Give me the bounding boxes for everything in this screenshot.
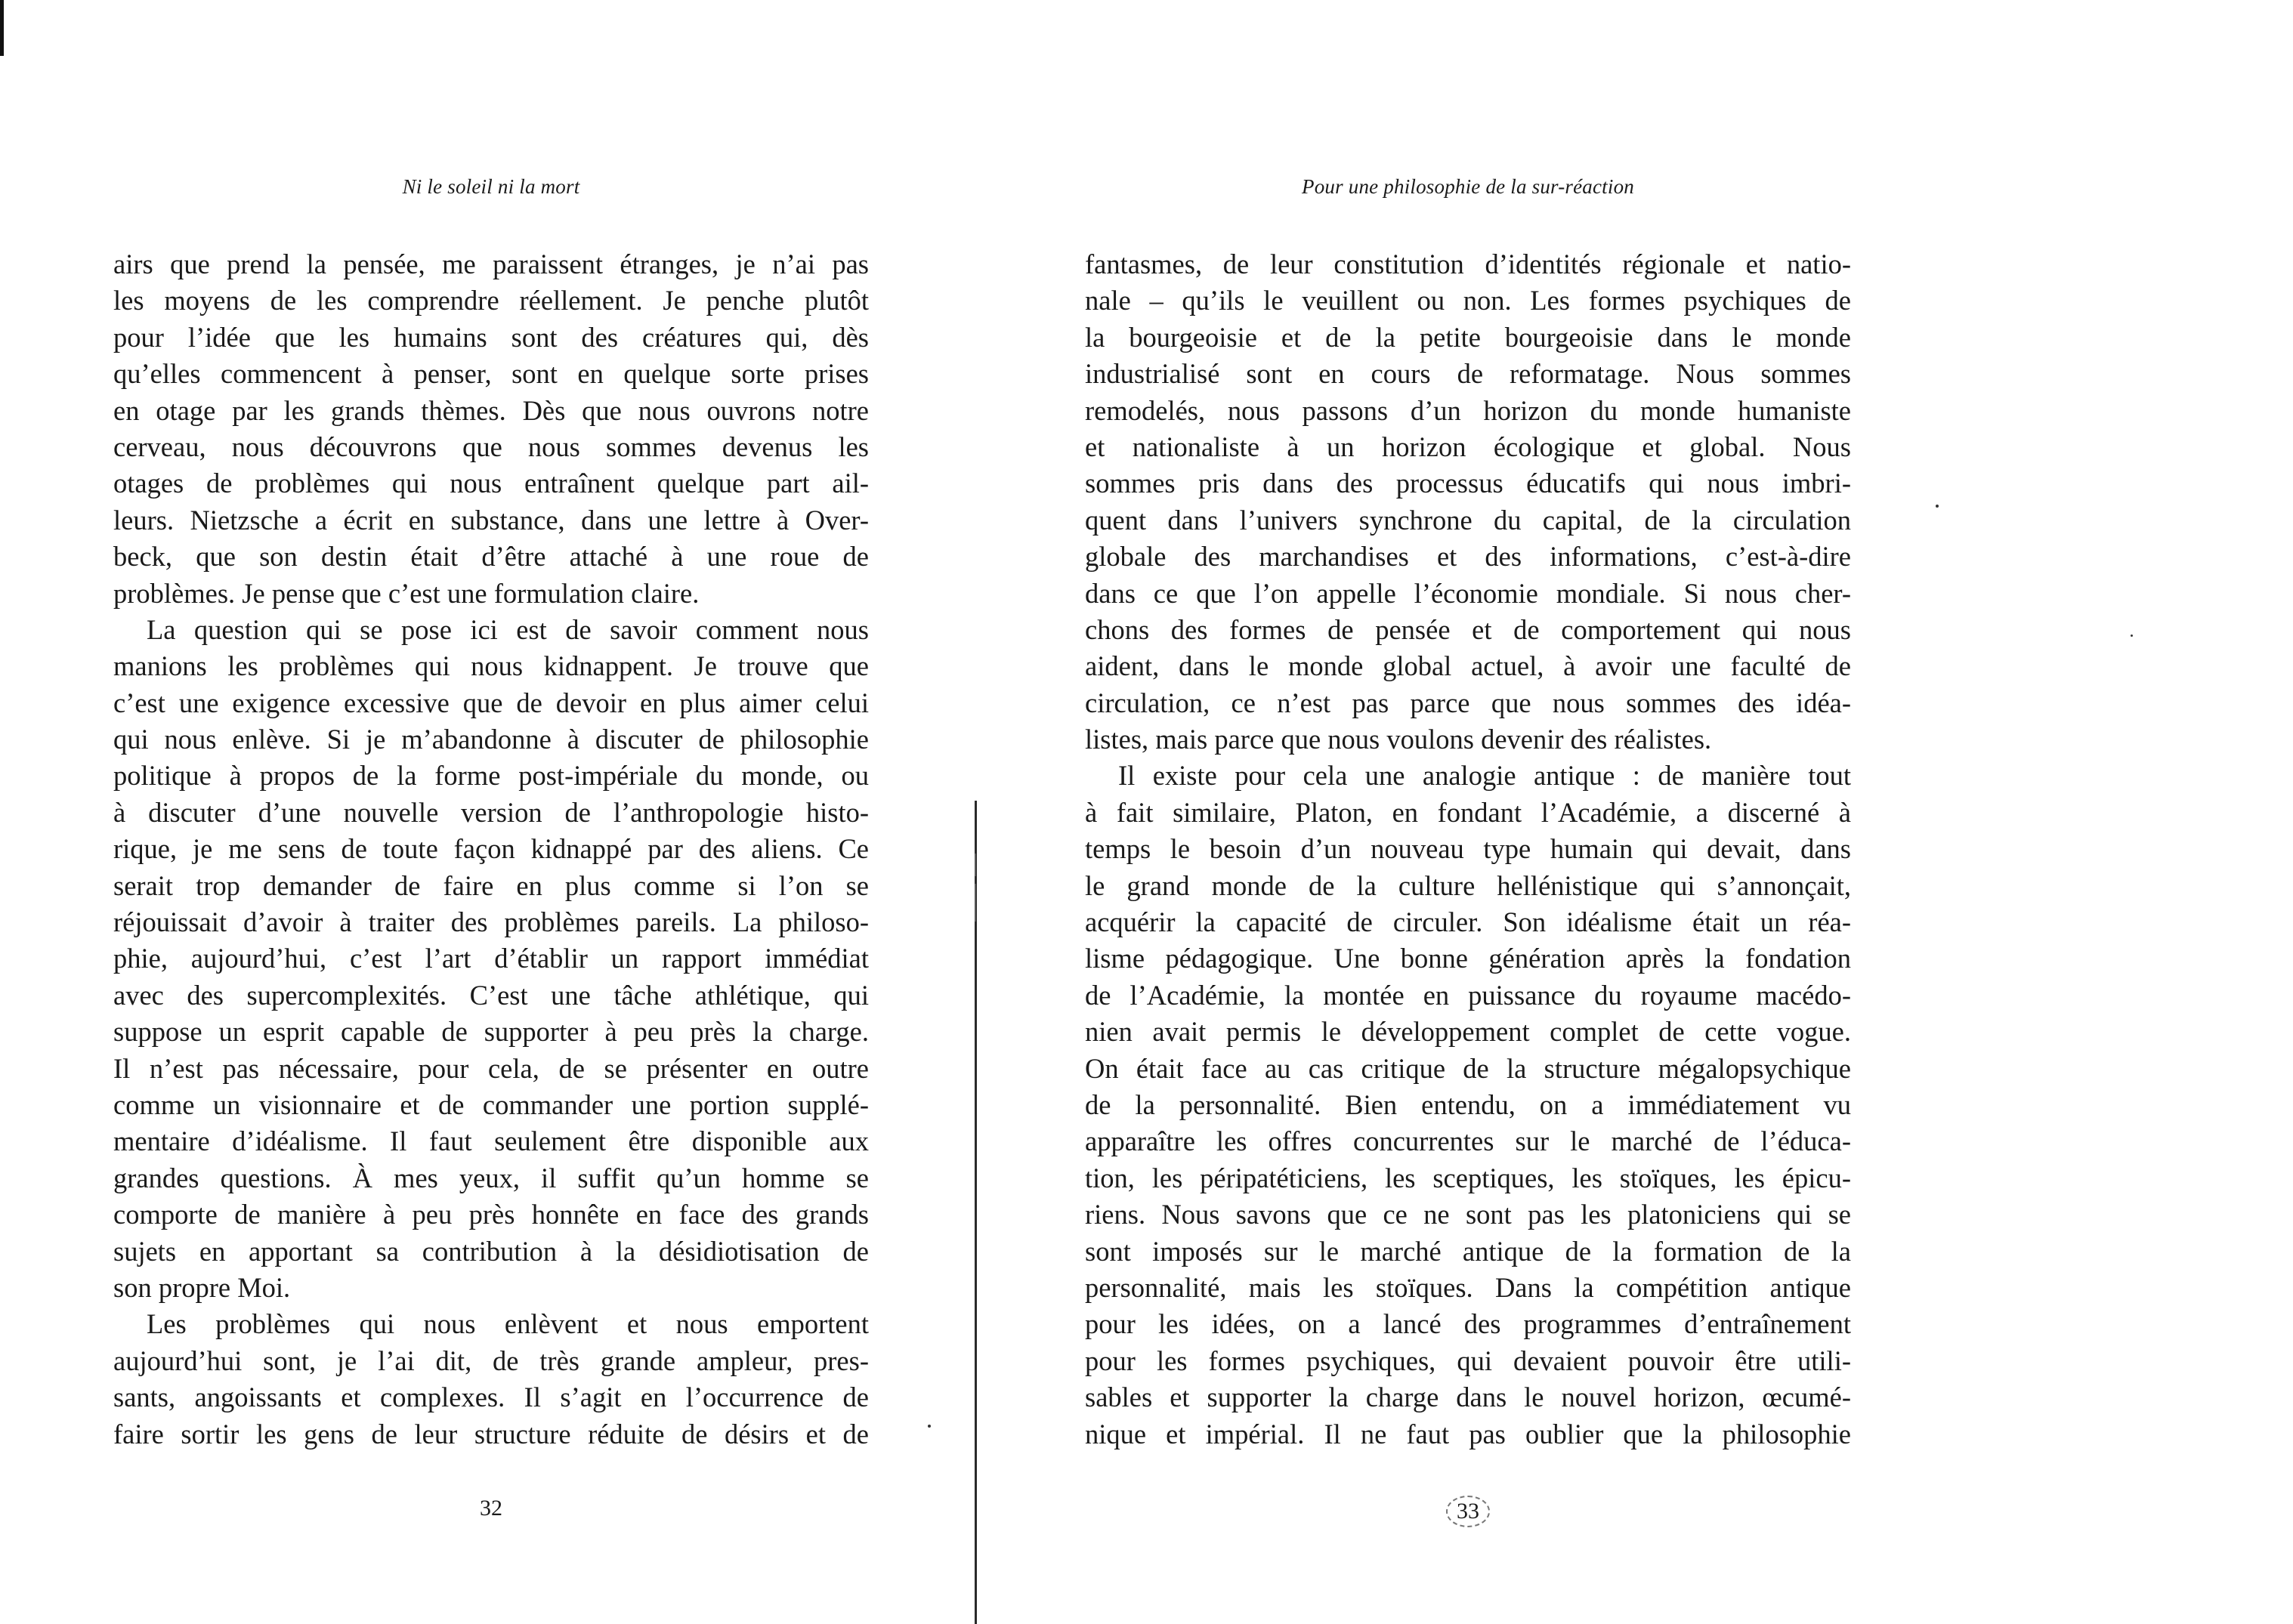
text-line: les moyens de les comprendre réellement. Je penche plutôt xyxy=(113,285,869,316)
text-line: On était face au cas critique de la structure mégalopsychique xyxy=(1085,1052,1851,1084)
text-line: Les problèmes qui nous enlèvent et nous emportent xyxy=(147,1308,869,1340)
text-line: riens. Nous savons que ce ne sont pas les platoniciens qui se xyxy=(1085,1199,1851,1230)
text-line: Il existe pour cela une analogie antique : de manière tout xyxy=(1118,760,1851,792)
running-head: Pour une philosophie de la sur-réaction xyxy=(1302,175,1634,198)
scan-edge-mark xyxy=(0,0,4,56)
text-line: serait trop demander de faire en plus comme si l’on se xyxy=(113,869,869,901)
text-line: chons des formes de pensée et de comportement qui nous xyxy=(1085,613,1851,645)
text-line: de la personnalité. Bien entendu, on a immédiatement vu xyxy=(1085,1088,1851,1120)
right-page xyxy=(1085,0,1851,1624)
text-line: circulation, ce n’est pas parce que nous sommes des idéa- xyxy=(1085,687,1851,718)
text-line: otages de problèmes qui nous entraînent quelque part ail- xyxy=(113,468,869,499)
gutter-dash xyxy=(975,884,976,922)
running-head: Ni le soleil ni la mort xyxy=(402,175,580,198)
text-line: pour les idées, on a lancé des programmes d’entraînement xyxy=(1085,1308,1851,1340)
text-line: nique et impérial. Il ne faut pas oublier que la philosophie xyxy=(1085,1418,1851,1450)
text-line: mentaire d’idéalisme. Il faut seulement être disponible aux xyxy=(113,1125,869,1157)
text-line: à discuter d’une nouvelle version de l’anthropologie histo- xyxy=(113,796,869,828)
text-line: qui nous enlève. Si je m’abandonne à discuter de philosophie xyxy=(113,724,869,755)
text-line: sommes pris dans des processus éducatifs qui nous imbri- xyxy=(1085,468,1851,499)
text-line: cerveau, nous découvrons que nous sommes devenus les xyxy=(113,431,869,462)
text-line: c’est une exigence excessive que de devoir en plus aimer celui xyxy=(113,687,869,718)
gutter-dash xyxy=(975,854,976,876)
text-line: comporte de manière à peu près honnête en face des grands xyxy=(113,1199,869,1230)
text-line: comme un visionnaire et de commander une portion supplé- xyxy=(113,1088,869,1120)
text-line: la bourgeoisie et de la petite bourgeoisie dans le monde xyxy=(1085,321,1851,353)
text-line: remodelés, nous passons d’un horizon du monde humaniste xyxy=(1085,394,1851,426)
text-line: manions les problèmes qui nous kidnappent. Je trouve que xyxy=(113,650,869,682)
page-number: 32 xyxy=(480,1496,502,1521)
text-line: sables et supporter la charge dans le nouvel horizon, œcumé- xyxy=(1085,1382,1851,1413)
text-line: problèmes. Je pense que c’est une formulation claire. xyxy=(113,577,700,609)
text-line: avec des supercomplexités. C’est une tâche athlétique, qui xyxy=(113,979,869,1011)
text-line: politique à propos de la forme post-impériale du monde, ou xyxy=(113,760,869,792)
text-line: airs que prend la pensée, me paraissent étranges, je n’ai pas xyxy=(113,249,869,279)
text-line: à fait similaire, Platon, en fondant l’Académie, a discerné à xyxy=(1085,796,1851,828)
scan-speck xyxy=(2131,634,2133,637)
text-line: rique, je me sens de toute façon kidnappé par des aliens. Ce xyxy=(113,833,869,865)
text-line: qu’elles commencent à penser, sont en quelque sorte prises xyxy=(113,358,869,390)
text-line: aujourd’hui sont, je l’ai dit, de très grande ampleur, pres- xyxy=(113,1345,869,1376)
text-line: temps le besoin d’un nouveau type humain qui devait, dans xyxy=(1085,833,1851,865)
text-line: et nationaliste à un horizon écologique et global. Nous xyxy=(1085,431,1851,462)
text-line: phie, aujourd’hui, c’est l’art d’établir un rapport immédiat xyxy=(113,943,869,974)
text-line: nale – qu’ils le veuillent ou non. Les formes psychiques de xyxy=(1085,285,1851,316)
text-line: quent dans l’univers synchrone du capital, de la circulation xyxy=(1085,504,1851,536)
text-line: globale des marchandises et des informations, c’est-à-dire xyxy=(1085,541,1851,573)
text-line: lisme pédagogique. Une bonne génération après la fondation xyxy=(1085,943,1851,974)
text-line: leurs. Nietzsche a écrit en substance, dans une lettre à Over- xyxy=(113,504,869,536)
page-number-wrapper xyxy=(1085,1496,1851,1527)
text-line: réjouissait d’avoir à traiter des problèmes pareils. La philoso- xyxy=(113,906,869,938)
text-line: apparaître les offres concurrentes sur le marché de l’éduca- xyxy=(1085,1125,1851,1157)
text-line: aident, dans le monde global actuel, à avoir une faculté de xyxy=(1085,650,1851,682)
book-gutter-line xyxy=(975,801,977,1624)
left-page xyxy=(113,0,869,1624)
scan-speck xyxy=(928,1425,931,1428)
text-line: faire sortir les gens de leur structure réduite de désirs et de xyxy=(113,1418,869,1450)
text-line: dans ce que l’on appelle l’économie mondiale. Si nous cher- xyxy=(1085,577,1851,609)
text-line: de l’Académie, la montée en puissance du royaume macédo- xyxy=(1085,979,1851,1011)
text-line: beck, que son destin était d’être attaché à une roue de xyxy=(113,541,869,573)
text-line: Il n’est pas nécessaire, pour cela, de se présenter en outre xyxy=(113,1052,869,1084)
text-line: sont imposés sur le marché antique de la formation de la xyxy=(1085,1235,1851,1267)
text-line: La question qui se pose ici est de savoir comment nous xyxy=(147,613,869,645)
text-line: acquérir la capacité de circuler. Son idéalisme était un réa- xyxy=(1085,906,1851,938)
text-line: personnalité, mais les stoïques. Dans la compétition antique xyxy=(1085,1271,1851,1303)
text-line: pour les formes psychiques, qui devaient pouvoir être utili- xyxy=(1085,1345,1851,1376)
scan-speck xyxy=(1936,505,1939,508)
page-number: 33 xyxy=(1446,1496,1490,1527)
text-line: tion, les péripatéticiens, les sceptiques, les stoïques, les épicu- xyxy=(1085,1162,1851,1193)
body-text xyxy=(1085,246,1851,1453)
text-line: grandes questions. À mes yeux, il suffit qu’un homme se xyxy=(113,1162,869,1193)
text-line: son propre Moi. xyxy=(113,1271,291,1303)
text-line: fantasmes, de leur constitution d’identités régionale et natio- xyxy=(1085,249,1851,279)
text-line: le grand monde de la culture hellénistique qui s’annonçait, xyxy=(1085,869,1851,901)
text-line: nien avait permis le développement complet de cette vogue. xyxy=(1085,1016,1851,1048)
body-text xyxy=(113,246,869,1453)
text-line: sujets en apportant sa contribution à la désidiotisation de xyxy=(113,1235,869,1267)
text-line: listes, mais parce que nous voulons devenir des réalistes. xyxy=(1085,724,1712,755)
text-line: pour l’idée que les humains sont des créatures qui, dès xyxy=(113,321,869,353)
text-line: sants, angoissants et complexes. Il s’agit en l’occurrence de xyxy=(113,1382,869,1413)
text-line: suppose un esprit capable de supporter à peu près la charge. xyxy=(113,1016,869,1048)
text-line: en otage par les grands thèmes. Dès que nous ouvrons notre xyxy=(113,394,869,426)
text-line: industrialisé sont en cours de reformatage. Nous sommes xyxy=(1085,358,1851,390)
